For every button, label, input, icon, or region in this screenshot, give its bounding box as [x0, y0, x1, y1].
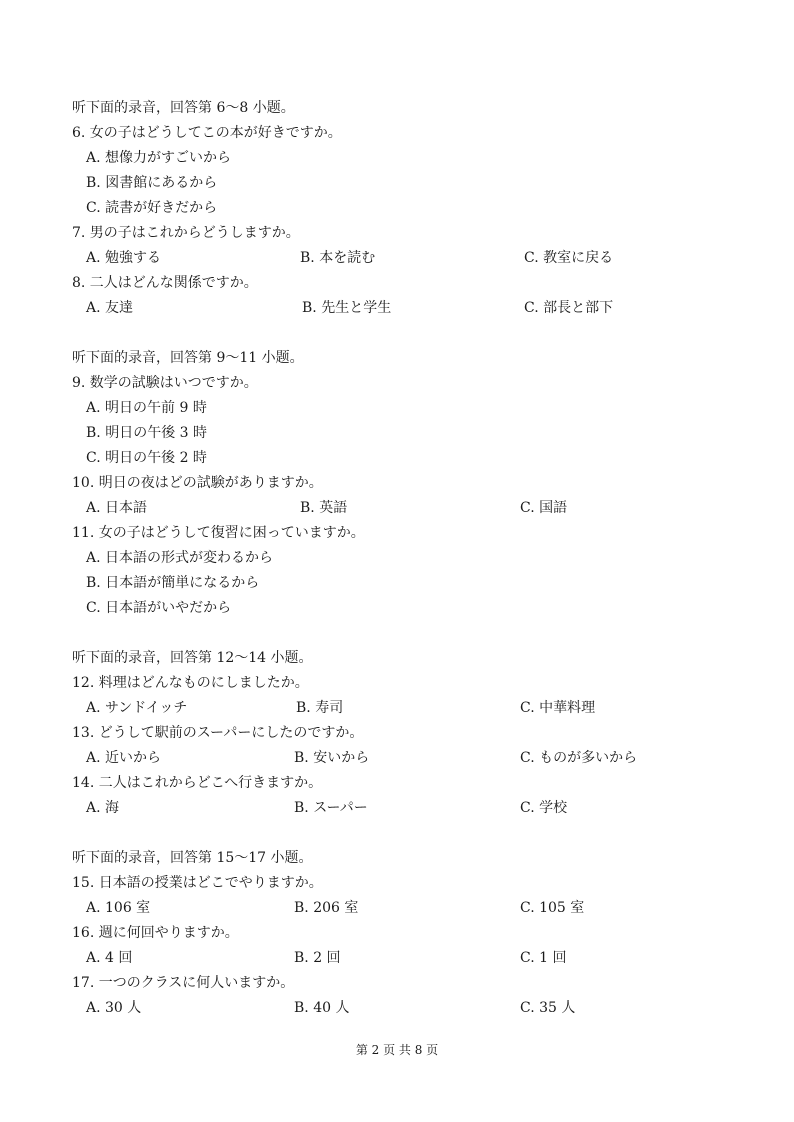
option-a: A. 30 人	[86, 1000, 142, 1016]
option-b: B. 2 回	[294, 950, 341, 966]
option-a: A. 想像力がすごいから	[86, 150, 232, 166]
option-c: C. 日本語がいやだから	[86, 600, 232, 616]
option-b: B. 英語	[300, 500, 348, 516]
option-b: B. 日本語が簡単になるから	[86, 575, 260, 591]
option-b: B. 安いから	[294, 750, 370, 766]
option-c: C. 学校	[520, 800, 568, 816]
question-text: 11. 女の子はどうして復習に困っていますか。	[72, 525, 365, 541]
option-a: A. 勉強する	[86, 250, 162, 266]
page-footer: 第 2 页 共 8 页	[355, 1043, 439, 1057]
question-text: 9. 数学の試験はいつですか。	[72, 375, 258, 391]
option-a: A. 日本語	[86, 500, 148, 516]
section-instruction: 听下面的录音，回答第 12～14 小题。	[72, 650, 313, 666]
option-a: A. サンドイッチ	[86, 700, 188, 716]
question-text: 17. 一つのクラスに何人いますか。	[72, 975, 295, 991]
option-c: C. 明日の午後 2 時	[86, 450, 207, 466]
question-text: 13. どうして駅前のスーパーにしたのですか。	[72, 725, 364, 741]
option-c: C. 1 回	[520, 950, 567, 966]
option-b: B. 図書館にあるから	[86, 175, 218, 191]
question-text: 8. 二人はどんな関係ですか。	[72, 275, 258, 291]
question-text: 15. 日本語の授業はどこでやりますか。	[72, 875, 323, 891]
option-c: C. 国語	[520, 500, 568, 516]
question-text: 7. 男の子はこれからどうしますか。	[72, 225, 300, 241]
option-b: B. 先生と学生	[302, 300, 392, 316]
section-instruction: 听下面的录音，回答第 9～11 小题。	[72, 350, 304, 366]
option-b: B. 明日の午後 3 時	[86, 425, 207, 441]
option-c: C. 部長と部下	[524, 300, 614, 316]
option-b: B. 206 室	[294, 900, 359, 916]
option-b: B. 40 人	[294, 1000, 350, 1016]
option-a: A. 友達	[86, 300, 134, 316]
option-c: C. 読書が好きだから	[86, 200, 218, 216]
option-a: A. 4 回	[86, 950, 133, 966]
question-text: 10. 明日の夜はどの試験がありますか。	[72, 475, 323, 491]
option-b: B. スーパー	[294, 800, 368, 816]
option-a: A. 日本語の形式が変わるから	[86, 550, 274, 566]
option-b: B. 本を読む	[300, 250, 376, 266]
question-text: 16. 週に何回やりますか。	[72, 925, 239, 941]
question-text: 14. 二人はこれからどこへ行きますか。	[72, 775, 323, 791]
option-c: C. 105 室	[520, 900, 585, 916]
section-instruction: 听下面的录音，回答第 15～17 小题。	[72, 850, 313, 866]
option-c: C. 中華料理	[520, 700, 596, 716]
option-b: B. 寿司	[296, 700, 344, 716]
option-c: C. 教室に戻る	[524, 250, 614, 266]
option-a: A. 海	[86, 800, 120, 816]
question-text: 6. 女の子はどうしてこの本が好きですか。	[72, 125, 342, 141]
option-a: A. 明日の午前 9 時	[86, 400, 207, 416]
option-c: C. ものが多いから	[520, 750, 638, 766]
option-a: A. 近いから	[86, 750, 162, 766]
option-c: C. 35 人	[520, 1000, 576, 1016]
question-text: 12. 料理はどんなものにしましたか。	[72, 675, 309, 691]
section-instruction: 听下面的录音，回答第 6～8 小题。	[72, 100, 295, 116]
option-a: A. 106 室	[86, 900, 151, 916]
